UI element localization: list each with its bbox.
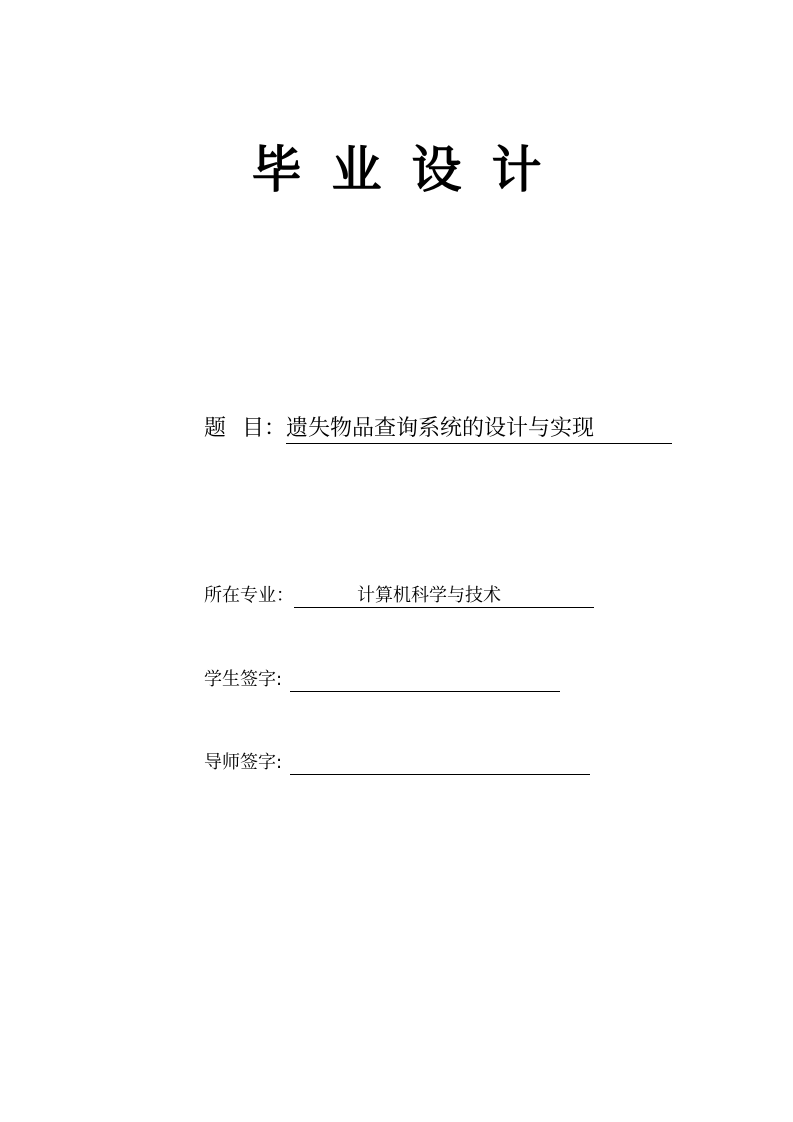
topic-value: 遗失物品查询系统的设计与实现 <box>286 415 672 444</box>
major-field <box>204 584 594 608</box>
topic-field <box>204 414 672 444</box>
major-label: 所在专业： <box>204 585 294 606</box>
advisor-signature-field <box>204 751 590 775</box>
student-signature-field <box>204 668 560 692</box>
topic-label-first: 题 <box>204 416 227 441</box>
document-title: 毕业设计 <box>251 140 572 199</box>
topic-label <box>204 414 286 444</box>
major-value: 计算机科学与技术 <box>294 585 594 608</box>
advisor-signature-line <box>290 753 590 775</box>
advisor-signature-label: 导师签字: <box>204 752 283 773</box>
student-signature-label: 学生签字: <box>204 669 283 690</box>
student-signature-line <box>290 670 560 692</box>
topic-label-second: 目： <box>242 416 287 441</box>
